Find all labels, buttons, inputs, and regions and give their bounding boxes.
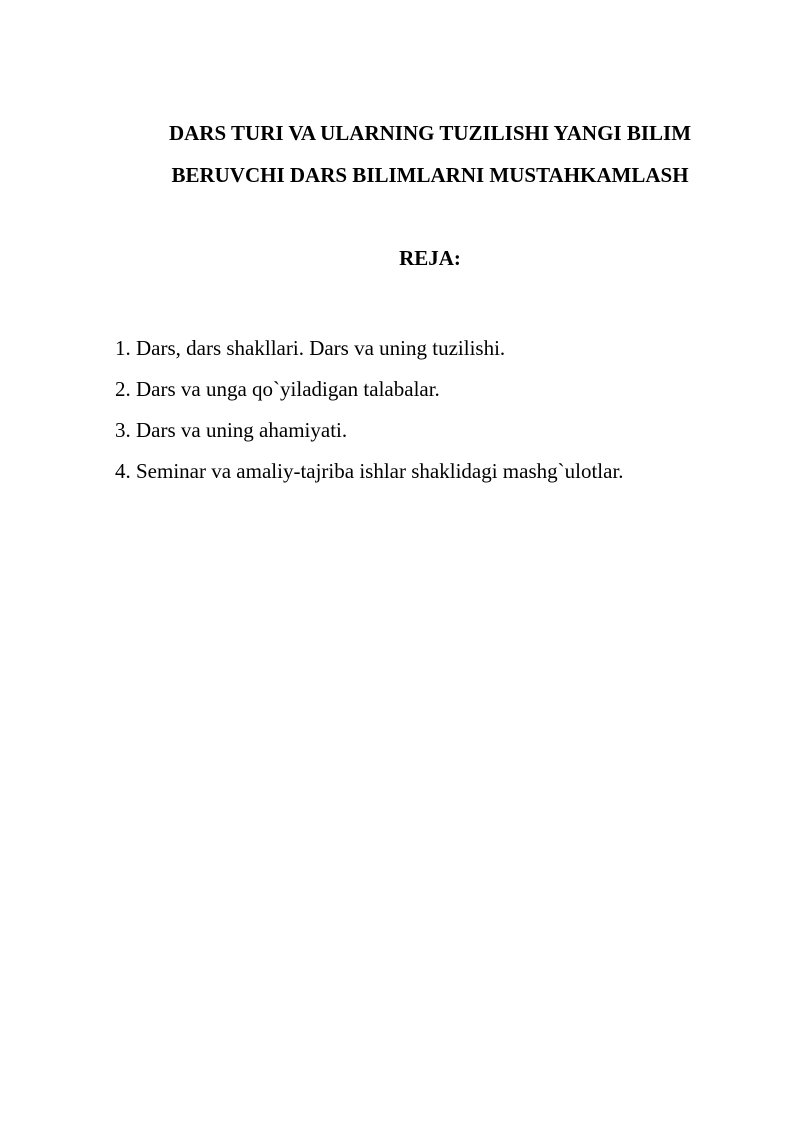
plan-list — [115, 328, 624, 492]
plan-item: 4. Seminar va amaliy-tajriba ishlar shaklidagi mashg`ulotlar. — [115, 459, 624, 483]
plan-item: 3. Dars va uning ahamiyati. — [115, 418, 348, 442]
plan-item: 1. Dars, dars shakllari. Dars va uning tuzilishi. — [115, 336, 506, 360]
title-line: BERUVCHI DARS BILIMLARNI MUSTAHKAMLASH — [171, 163, 689, 187]
plan-heading: REJA: — [399, 246, 461, 270]
document-title — [100, 112, 760, 196]
title-line: DARS TURI VA ULARNING TUZILISHI YANGI BILIM — [168, 121, 692, 145]
plan-item: 2. Dars va unga qo`yiladigan talabalar. — [115, 377, 440, 401]
